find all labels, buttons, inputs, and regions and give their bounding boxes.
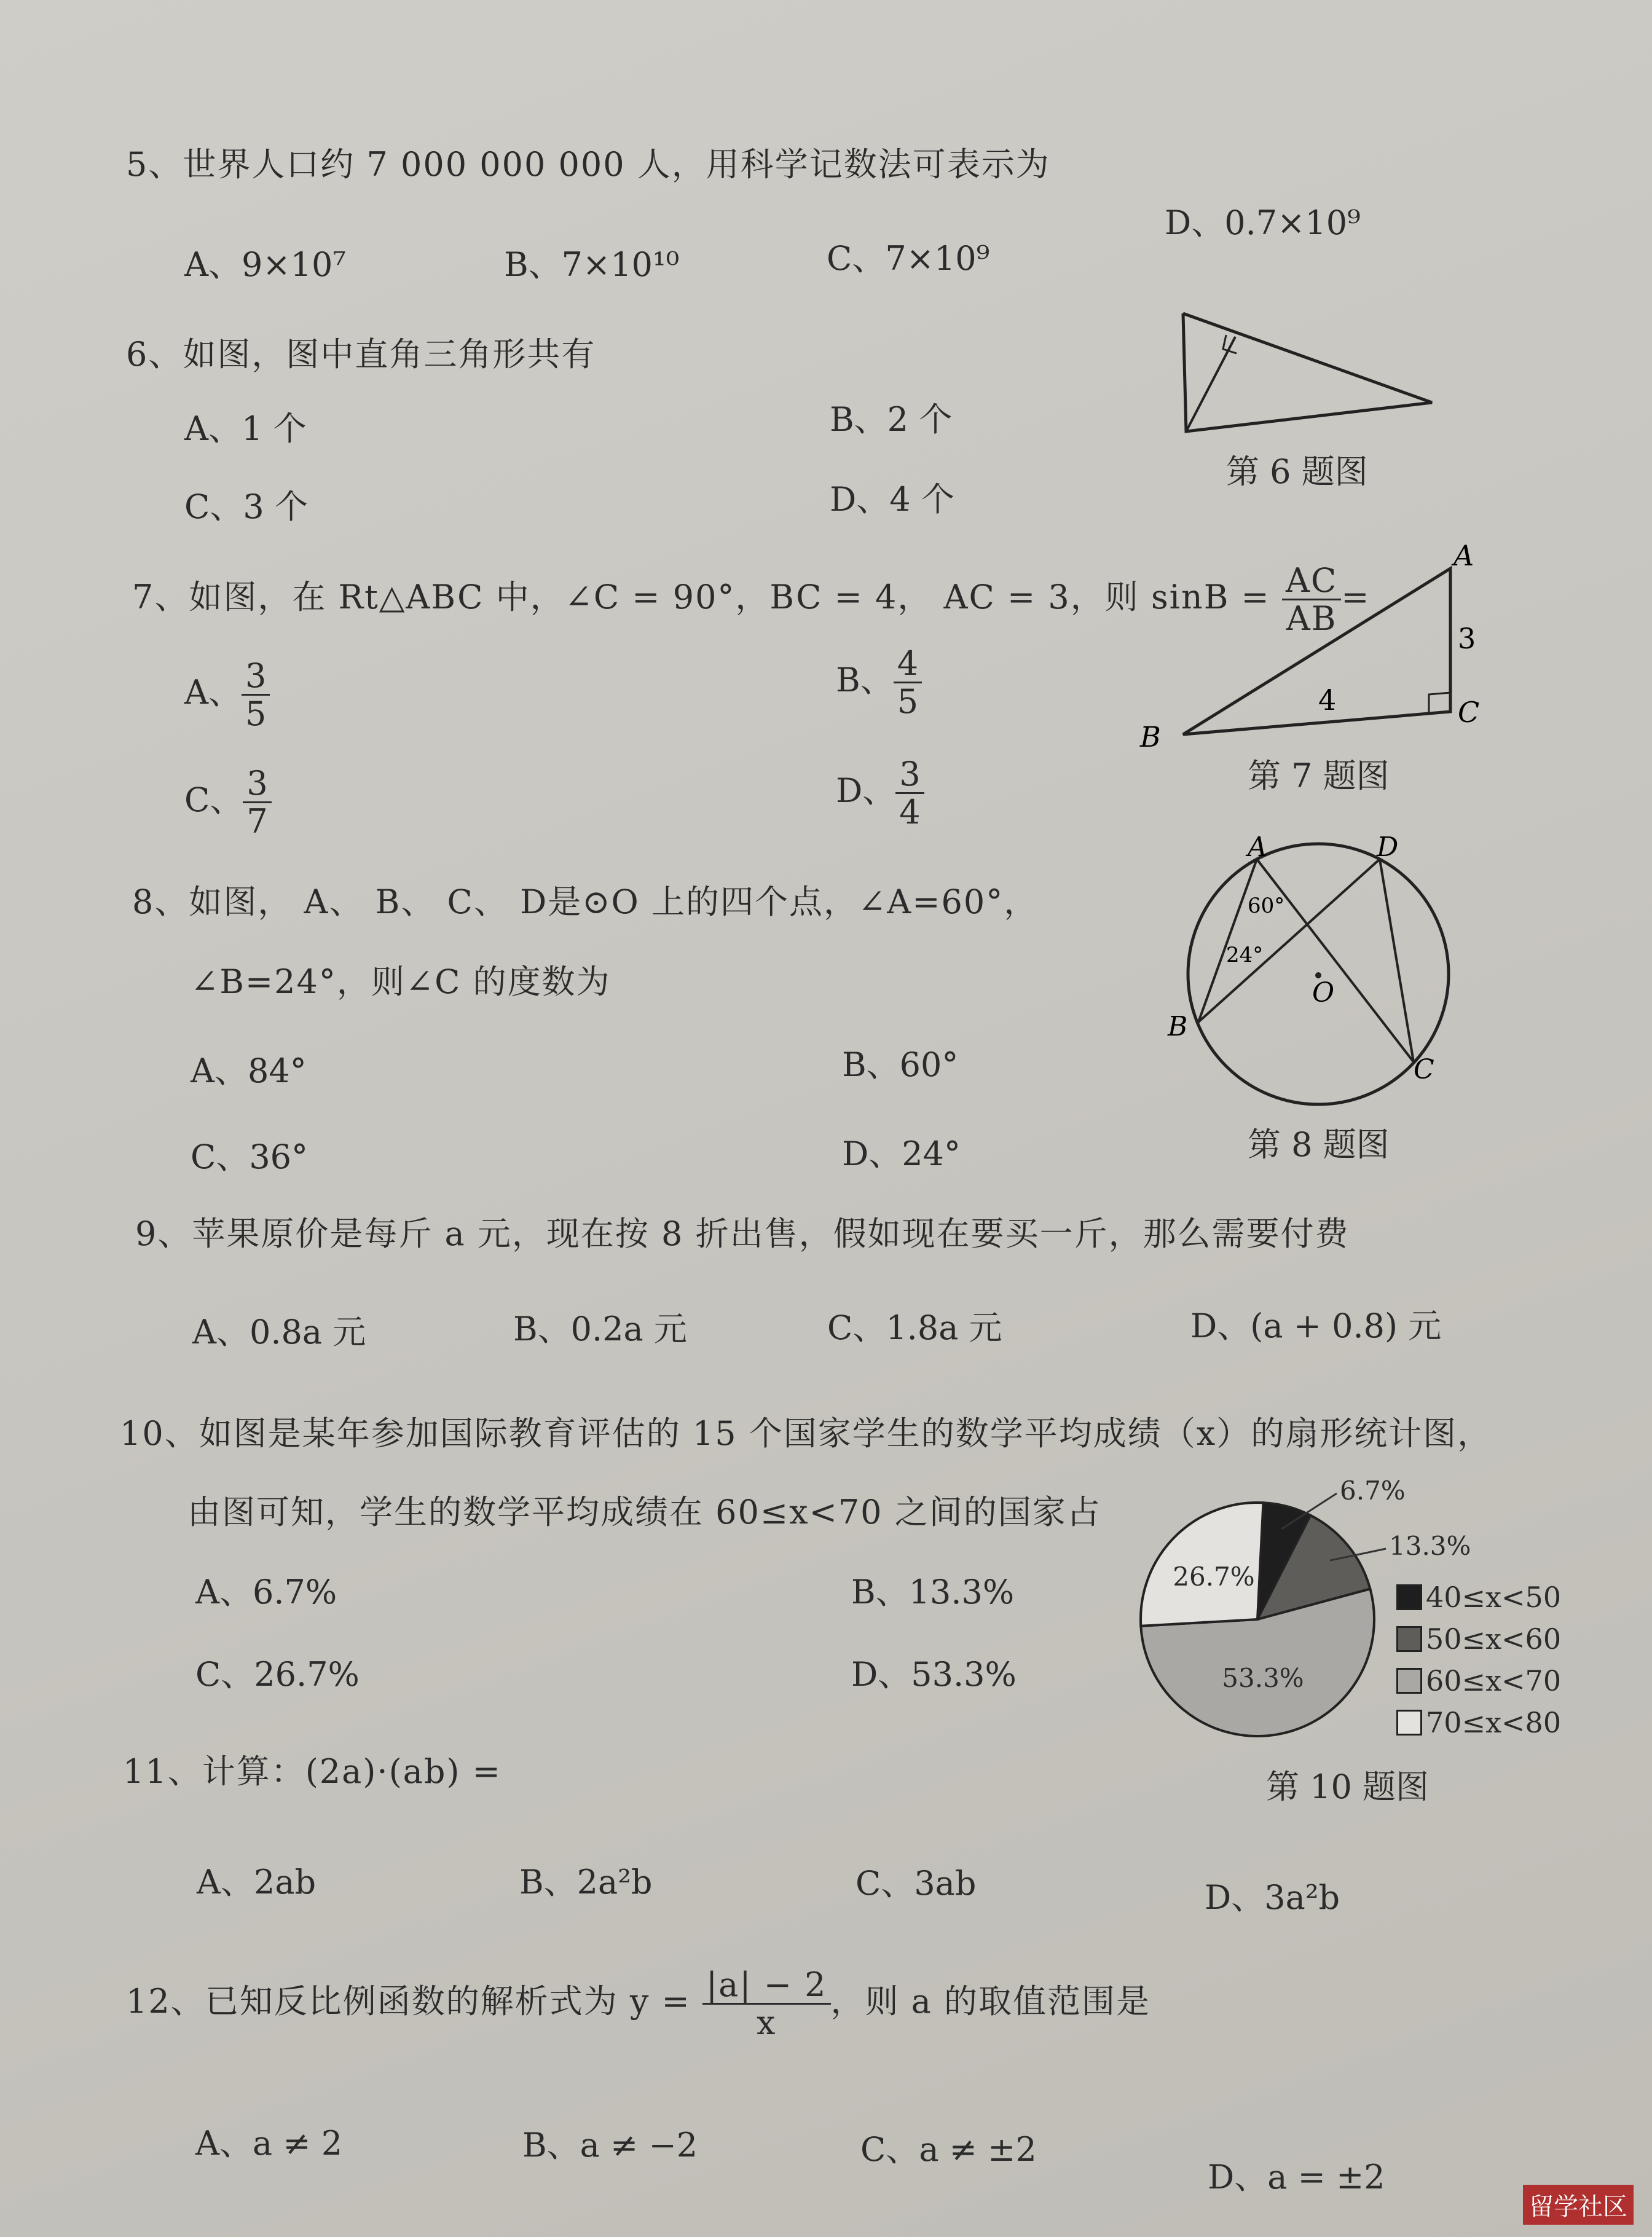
question-8-line2: ∠B=24°，则∠C 的度数为	[191, 962, 611, 1001]
num: 3	[895, 756, 924, 794]
pie-data-label: 26.7%	[1173, 1562, 1255, 1592]
q12-option-c: C、a ≠ ±2	[860, 2130, 1037, 2169]
pie-data-label: 6.7%	[1340, 1476, 1406, 1506]
frac-den: x	[757, 2003, 777, 2043]
q10-option-d: D、53.3%	[851, 1655, 1017, 1694]
legend-label: 50≤x<60	[1426, 1622, 1562, 1656]
q-number: 7、	[132, 577, 189, 616]
num: 3	[242, 658, 270, 696]
q-number: 10、	[120, 1414, 199, 1453]
q12-option-d: D、a = ±2	[1208, 2158, 1385, 2196]
question-11	[123, 1745, 502, 1793]
label-d: D	[1377, 832, 1399, 863]
q9-option-a: A、0.8a 元	[192, 1313, 366, 1351]
q-number: 5、	[126, 145, 183, 184]
q-tail: ，则 a 的取值范围是	[830, 1981, 1151, 2021]
q8-option-a: A、84°	[191, 1052, 307, 1090]
den: 7	[246, 802, 268, 841]
watermark: 留学社区	[1523, 2185, 1634, 2225]
pie-data-label: 13.3%	[1389, 1531, 1471, 1561]
q-number: 6、	[126, 335, 183, 374]
legend-swatch	[1396, 1668, 1422, 1694]
q-number: 9、	[135, 1214, 192, 1253]
q11-option-b: B、2a²b	[519, 1863, 653, 1901]
q-text: 如图是某年参加国际教育评估的 15 个国家学生的数学平均成绩（x）的扇形统计图，	[199, 1414, 1492, 1453]
label-bc: 4	[1318, 683, 1337, 717]
frac-den: AB	[1286, 599, 1337, 639]
q11-option-d: D、3a²b	[1205, 1878, 1340, 1917]
q6-option-a: A、1 个	[184, 409, 307, 448]
q5-option-b: B、7×10¹⁰	[504, 245, 680, 284]
label-o: O	[1312, 977, 1335, 1008]
function-fraction	[702, 1967, 831, 2042]
q11-option-c: C、3ab	[856, 1864, 977, 1903]
frac-num: AC	[1282, 562, 1341, 600]
q6-option-b: B、2 个	[830, 400, 953, 439]
den: 4	[899, 793, 921, 832]
label: D、	[836, 771, 896, 810]
figure-10-caption: 第 10 题图	[1266, 1767, 1430, 1806]
q6-option-c: C、3 个	[184, 487, 308, 526]
label-c: C	[1414, 1054, 1434, 1085]
q10-option-a: A、6.7%	[195, 1573, 337, 1611]
q-text: 如图， A、 B、 C、 D是⊙O 上的四个点，∠A=60°，	[189, 883, 1039, 921]
q5-option-d: D、0.7×10⁹	[1165, 203, 1361, 242]
label: A、	[184, 672, 242, 712]
label: C、	[184, 780, 243, 819]
q10-option-b: B、13.3%	[851, 1573, 1015, 1611]
pie-legend	[1396, 1576, 1561, 1744]
q5-option-c: C、7×10⁹	[827, 239, 990, 278]
legend-swatch	[1396, 1710, 1422, 1736]
label-b: B	[1140, 720, 1161, 753]
legend-label: 40≤x<50	[1426, 1581, 1562, 1614]
label-c: C	[1458, 696, 1480, 729]
figure-6-caption: 第 6 题图	[1226, 452, 1368, 491]
den: 5	[245, 694, 267, 734]
q-text: 苹果原价是每斤 a 元，现在按 8 折出售，假如现在要买一斤，那么需要付费	[192, 1214, 1350, 1253]
q-number: 8、	[132, 883, 189, 921]
question-10-line2: 由图可知，学生的数学平均成绩在 60≤x<70 之间的国家占	[187, 1493, 1101, 1531]
q-text: 已知反比例函数的解析式为 y =	[205, 1981, 691, 2021]
q8-option-b: B、60°	[842, 1045, 959, 1084]
label-a: A	[1453, 539, 1474, 572]
q-number: 12、	[126, 1981, 205, 2021]
question-12	[126, 1967, 1150, 2042]
pie-data-label: 53.3%	[1222, 1663, 1304, 1693]
legend-label: 60≤x<70	[1426, 1664, 1562, 1697]
q-text: 如图，图中直角三角形共有	[183, 335, 596, 374]
legend-swatch	[1396, 1626, 1422, 1652]
q-number: 11、	[123, 1752, 202, 1791]
label: B、	[836, 660, 894, 699]
q11-option-a: A、2ab	[197, 1863, 317, 1901]
legend-item	[1396, 1576, 1561, 1618]
q-text: 计算：(2a)·(ab) =	[202, 1752, 502, 1791]
q10-option-c: C、26.7%	[195, 1655, 360, 1694]
frac-num: |a| − 2	[702, 1967, 831, 2005]
q8-option-c: C、36°	[191, 1138, 309, 1176]
legend-item	[1396, 1702, 1561, 1744]
legend-swatch	[1396, 1584, 1422, 1610]
legend-item	[1396, 1618, 1561, 1660]
q12-option-b: B、a ≠ −2	[522, 2126, 698, 2164]
legend-label: 70≤x<80	[1426, 1706, 1562, 1739]
den: 5	[897, 682, 919, 721]
angle-a: 60°	[1248, 894, 1285, 918]
label-ac: 3	[1458, 622, 1476, 655]
q6-option-d: D、4 个	[830, 480, 954, 519]
num: 3	[243, 765, 271, 803]
q5-option-a: A、9×10⁷	[184, 245, 346, 284]
label-b: B	[1168, 1011, 1188, 1042]
angle-b: 24°	[1226, 943, 1264, 967]
q9-option-b: B、0.2a 元	[513, 1310, 687, 1348]
num: 4	[894, 645, 922, 683]
figure-8-caption: 第 8 题图	[1248, 1125, 1390, 1164]
q8-option-d: D、24°	[842, 1134, 961, 1173]
q-text: 世界人口约 7 000 000 000 人，用科学记数法可表示为	[183, 145, 1050, 184]
q-tail: =	[1341, 577, 1371, 616]
q12-option-a: A、a ≠ 2	[195, 2124, 343, 2163]
q9-option-d: D、(a + 0.8) 元	[1190, 1307, 1442, 1345]
legend-item	[1396, 1660, 1561, 1702]
figure-7-caption: 第 7 题图	[1248, 757, 1390, 795]
q9-option-c: C、1.8a 元	[827, 1308, 1002, 1347]
label-a: A	[1248, 832, 1267, 863]
q-text: 如图，在 Rt△ABC 中，∠C = 90°，BC = 4， AC = 3，则 sinB =	[189, 577, 1270, 616]
